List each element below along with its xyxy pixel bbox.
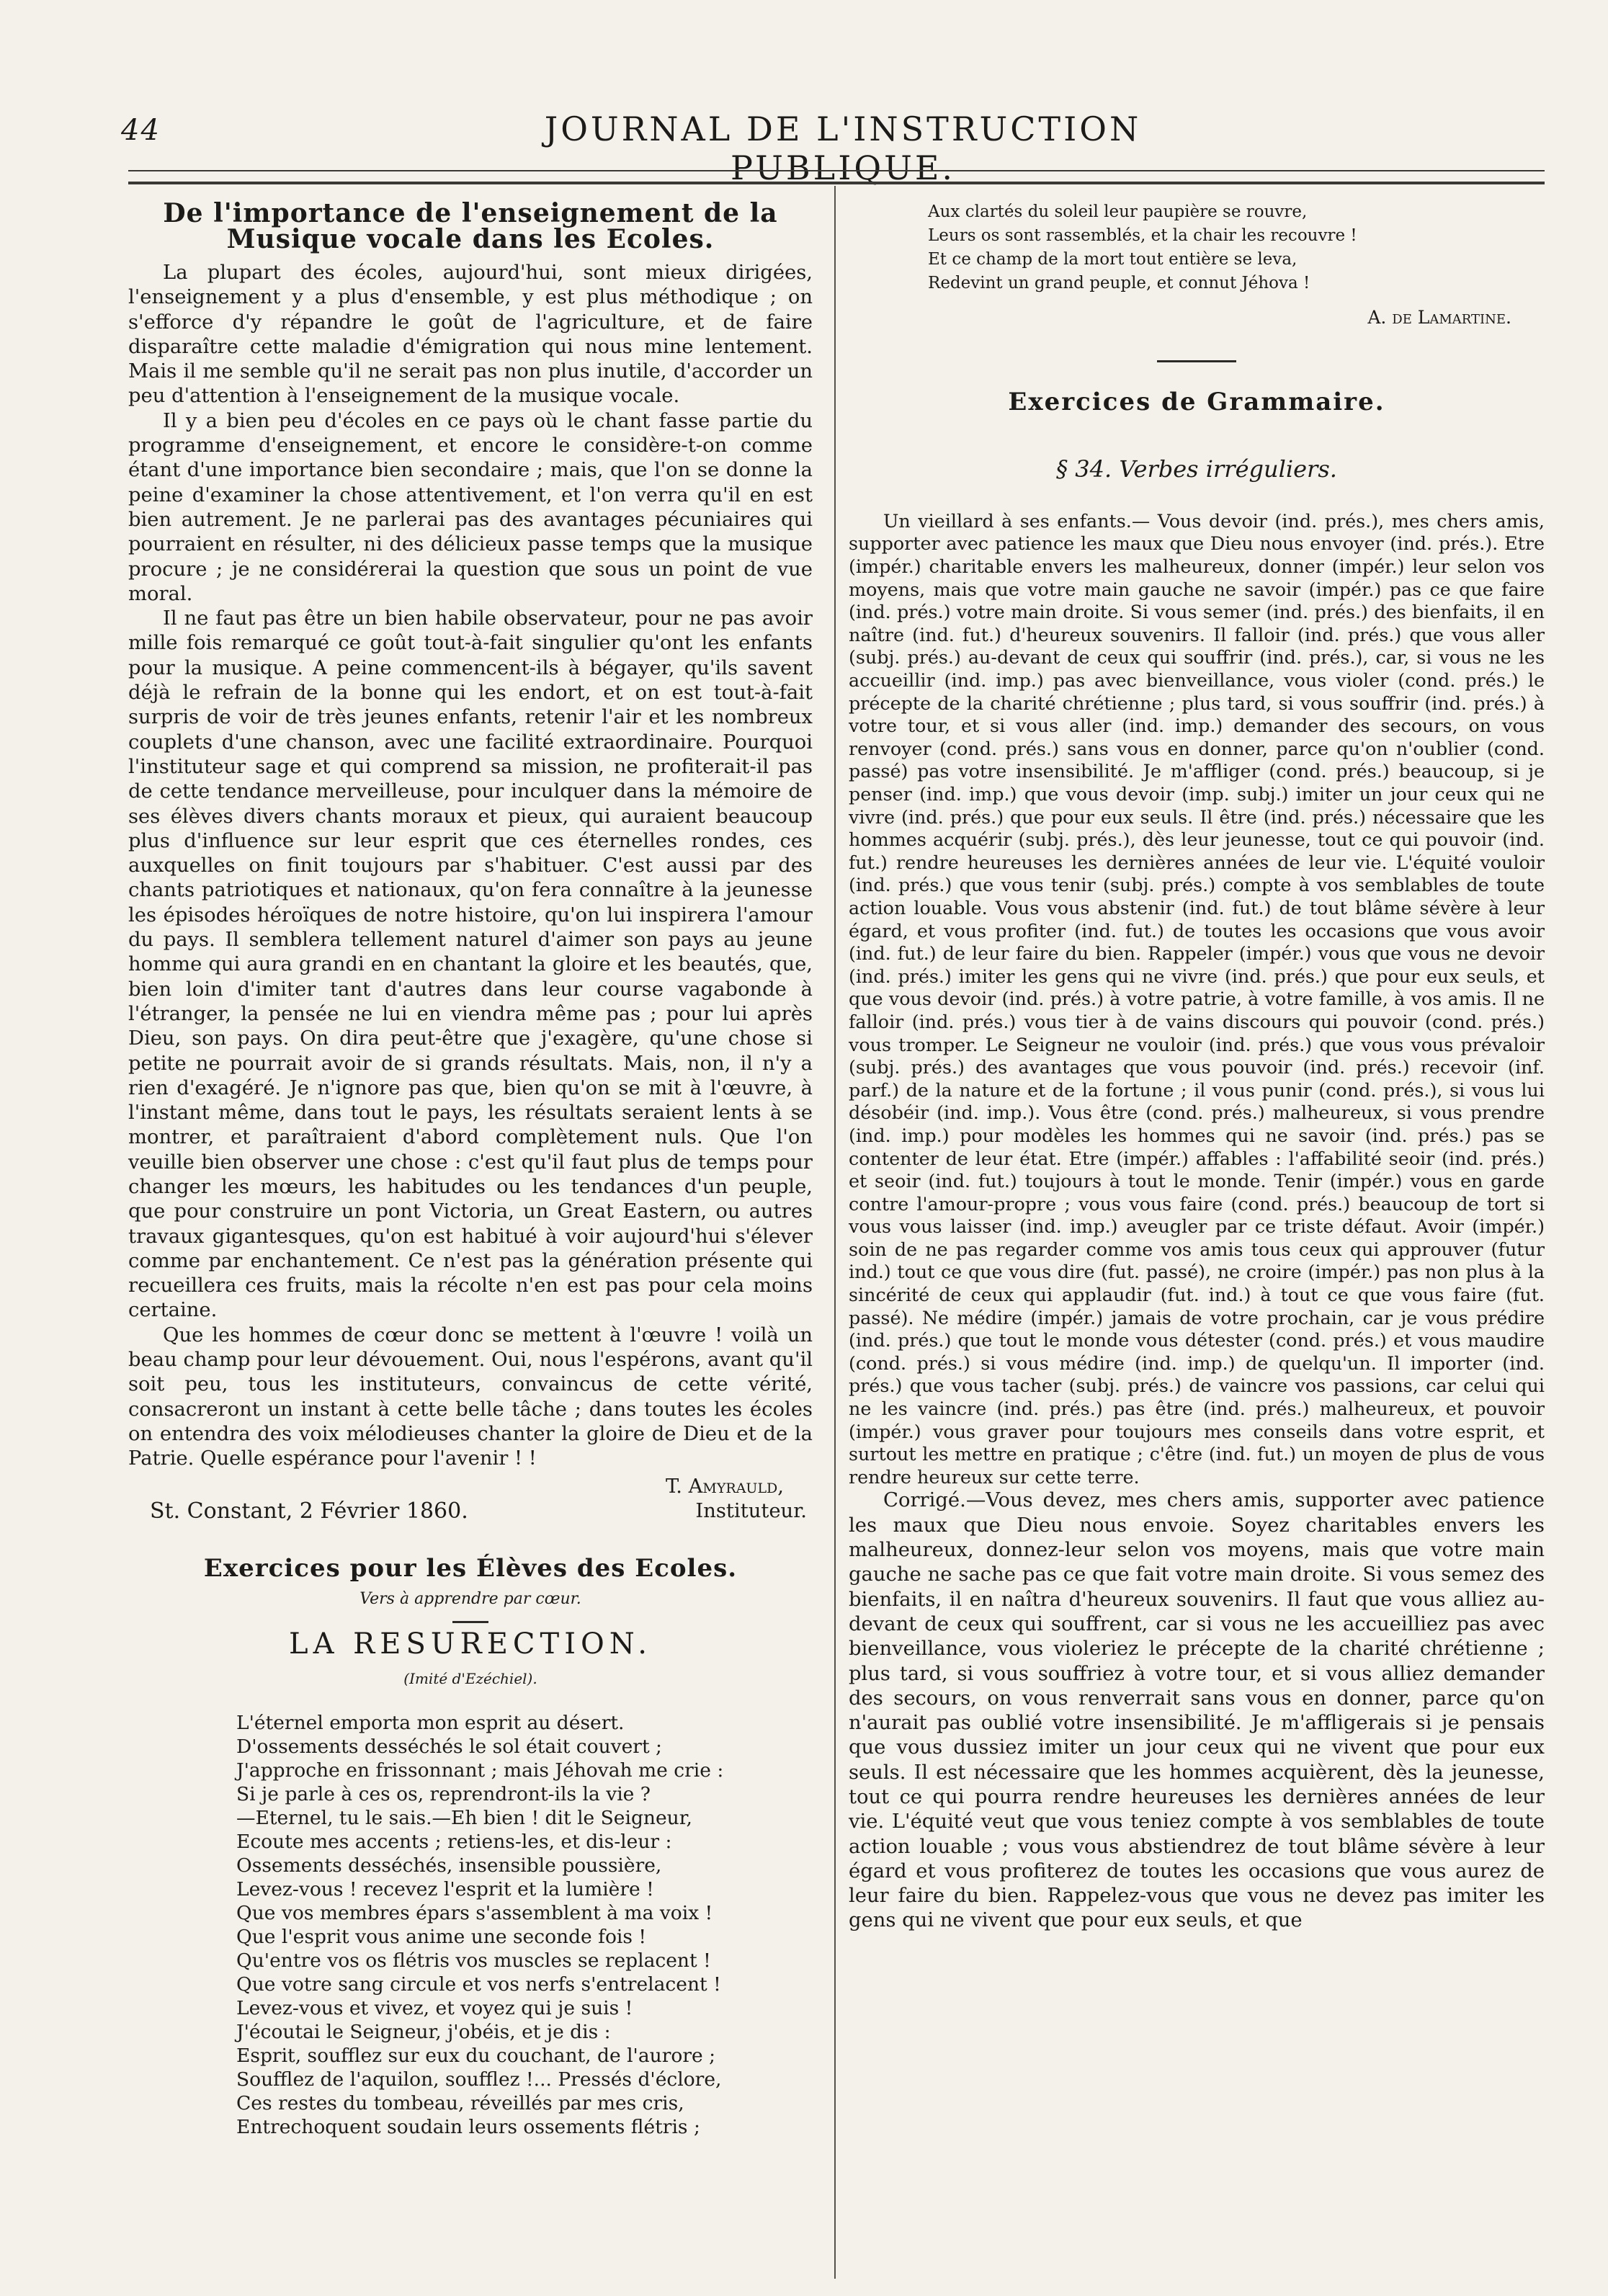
poem-line: Qu'entre vos os flétris vos muscles se replacent ! — [236, 1949, 711, 1973]
poem-line: Aux clartés du soleil leur paupière se rouvre, — [928, 202, 1308, 221]
grammar-exercise: Un vieillard à ses enfants.— Vous devoir (ind. prés.), mes chers amis, supporter avec patience les maux que Dieu nous envoyer (ind. prés.). Etre (impér.) charitable envers les malheureux, donner (impér.) leur selon vos moyens, mais que votre main gauche ne savoir (impér.) pas ce que faire (ind. prés.) votre main droite. Si vous semer (ind. prés.) des bienfaits, il en naître (ind. fut.) d'heureux souvenirs. Il falloir (ind. prés.) que vous aller (subj. prés.) au-devant de ceux qui souffrir (ind. prés.), car, si vous ne les accueillir (ind. imp.) pas avec bienveillance, vous violer (cond. prés.) le précepte de la charité chrétienne ; plus tard, si vous souffrir (ind. prés.) à votre tour, et si vous aller (ind. imp.) demander des secours, on vous renvoyer (cond. prés.) sans vous en donner, parce qu'on n'oublier (cond. passé) pas votre insensibilité. Je m'affliger (cond. prés.) beaucoup, si je penser (ind. imp.) que vous devoir (imp. subj.) imiter un jour ceux qui ne vivre (ind. prés.) que pour eux seuls. Il être (ind. prés.) nécessaire que les hommes acquérir (subj. prés.), dès leur jeunesse, tout ce qui pouvoir (ind. fut.) rendre heureuses les dernières années de leur vie. L'équité vouloir (ind. prés.) que vous tenir (subj. prés.) compte à vos semblables de toute action louable. Vous vous abstenir (ind. fut.) de tout blâme sévère à leur égard, et vous profiter (ind. fut.) de toutes les occasions que vous avoir (ind. fut.) de leur faire du bien. Rappeler (impér.) vous que vous ne devoir (ind. prés.) imiter les gens qui ne vivre (ind. prés.) que pour eux seuls, et que vous devoir (ind. prés.) à votre patrie, à votre famille, à vos amis. Il ne falloir (ind. prés.) vous tier à de vains discours qui pouvoir (cond. prés.) vous tromper. Le Seigneur ne vouloir (ind. prés.) que vous vous prévaloir (subj. prés.) des avantages que vous pouvoir (ind. prés.) recevoir (inf. parf.) de la nature et de la fortune ; il vous punir (cond. prés.), si vous lui désobéir (ind. imp.). Vous être (cond. prés.) malheureux, si vous prendre (ind. imp.) pour modèles les hommes qui ne savoir (ind. prés.) pas se contenter de leur état. Etre (impér.) affables : l'affabilité seoir (ind. prés.) et seoir (ind. fut.) toujours à tout le monde. Tenir (impér.) vous en garde contre l'amour-propre ; vous vous faire (cond. prés.) beaucoup de tort si vous vous laisser (ind. imp.) aveugler par ce triste défaut. Avoir (impér.) soin de ne pas regarder comme vos amis tous ceux qui approuver (futur ind.) tout ce que vous dire (fut. passé), ne croire (impér.) pas non plus à la sincérité de ceux qui applaudir (fut. ind.) à tout ce que vous faire (fut. passé). Ne médire (impér.) jamais de votre prochain, car je vous prédire (ind. prés.) que tout le monde vous détester (cond. prés.) et vous maudire (cond. prés.) si vous médire (ind. imp.) de quelqu'un. Il importer (ind. prés.) que vous tacher (subj. prés.) de vaincre vos passions, car celui qui ne les vaincre (ind. prés.) pas être (ind. prés.) malheureux, et pouvoir (impér.) vous graver pour toujours mes conseils dans votre esprit, et surtout les mettre en pratique ; c'être (ind. fut.) un moyen de plus de vous rendre heureux sur cette terre. — [849, 509, 1545, 1488]
exercises-title: Exercices pour les Élèves des Ecoles. — [203, 1554, 738, 1583]
page-number: 44 — [121, 114, 161, 147]
poem-line: L'éternel emporta mon esprit au désert. — [236, 1712, 625, 1735]
author-signature: T. Amyrauld, — [665, 1475, 784, 1498]
article-paragraph: Il y a bien peu d'écoles en ce pays où le chant fasse partie du programme d'enseignement, et encore le considère-t-on comme étant d'une importance bien secondaire ; mais, que l'on se donne la peine d'examiner la chose attentivement, et l'on verra qu'il en est bien autrement. Je ne parlerai pas des avantages pécuniaires qui pourraient en résulter, ni des délicieux passe temps que la musique procure ; je ne considérerai la question que sous un point de vue moral. — [128, 409, 813, 605]
poem-line: Levez-vous ! recevez l'esprit et la lumière ! — [236, 1878, 654, 1901]
poem-line: Ossements desséchés, insensible poussière, — [236, 1854, 662, 1877]
poem-line: Esprit, soufflez sur eux du couchant, de l'aurore ; — [236, 2045, 716, 2068]
lesson-heading: § 34. Verbes irréguliers. — [1056, 455, 1337, 483]
poem-line: Soufflez de l'aquilon, soufflez !... Pressés d'éclore, — [236, 2068, 722, 2091]
right-column — [849, 200, 1545, 1934]
exercises-subtitle: Vers à apprendre par cœur. — [359, 1590, 581, 1609]
article-paragraph: Il ne faut pas être un bien habile observateur, pour ne pas avoir mille fois remarqué ce goût tout-à-fait singulier qu'ont les enfants pour la musique. A peine commencent-ils à bégayer, qu'ils savent déjà le refrain de la bonne qui les endort, et on est tout-à-fait surpris de voir de très jeunes enfants, retenir l'air et les nombreux couplets d'une chanson, avec une facilité extraordinaire. Pourquoi l'instituteur sage et qui comprend sa mission, ne profiterait-il pas de cette tendance merveilleuse, pour inculquer dans la mémoire de ses élèves divers chants moraux et pieux, qui auraient beaucoup plus d'influence sur leur esprit que ces éternelles rondes, ces auxquelles on finit toujours par s'habituer. C'est aussi par des chants patriotiques et nationaux, qu'on fera connaître à la jeunesse les épisodes héroïques de notre histoire, qu'on lui inspirera l'amour du pays. Il semblera tellement naturel d'aimer son pays au jeune homme qui aura grandi en en chantant la gloire et les beautés, que, bien loin d'imiter tant d'autres dans leur course vagabonde à l'étranger, la pensée ne lui en viendra même pas ; pour lui après Dieu, son pays. On dira peut-être que j'exagère, qu'une chose si petite ne pourrait avoir de si grands résultats. Mais, non, il n'y a rien d'exagéré. Je n'ignore pas que, bien qu'on se mit à l'œuvre, à l'instant même, dans tout le pays, les résultats seraient lents à se montrer, et paraîtraient d'abord complètement nuls. Que l'on veuille bien observer une chose : c'est qu'il faut plus de temps pour changer les mœurs, les habitudes ou les tendances d'un peuple, que pour construire un pont Victoria, un Great Eastern, ou autres travaux gigantesques, qu'on est habitué à voir aujourd'hui s'élever comme par enchantement. Ce n'est pas la génération présente qui recueillera ces fruits, mais la récolte n'en est pas pour cela moins certaine. — [128, 607, 813, 1322]
section-rule — [1157, 360, 1236, 362]
poem-line: Entrechoquent soudain leurs ossements flétris ; — [236, 2116, 700, 2139]
grammar-corrige: Corrigé.—Vous devez, mes chers amis, supporter avec patience les maux que Dieu nous envoie. Soyez charitables envers les malheureux, donnez-leur selon vos moyens, mais que votre main gauche ne sache pas ce que fait votre main droite. Si vous semez des bienfaits, il en naîtra d'heureux souvenirs. Il faut que vous alliez au-devant de ceux qui souffrent, car si vous ne les accueilliez pas avec bienveillance, vous violeriez le précepte de la charité chrétienne ; plus tard, si vous souffriez à votre tour, et si vous alliez demander des secours, on vous renverrait sans vous en donner, parce qu'on n'aurait pas oublié votre insensibilité. Je m'affligerais si je pensais que vous dussiez imiter un jour ceux qui ne vivent que pour eux seuls. Il est nécessaire que les hommes acquièrent, dès la jeunesse, tout ce qui pourra rendre heureuses les dernières années de leur vie. L'équité veut que vous teniez compte à vos semblables de toute action louable ; vous vous abstiendrez de tout blâme sévère à leur égard et vous profiterez de toutes les occasions que vous aurez de leur faire du bien. Rappelez-vous que vous ne devez pas imiter les gens qui ne vivent que pour eux seuls, et que — [849, 1489, 1545, 1932]
poem-line: J'approche en frissonnant ; mais Jéhovah me crie : — [236, 1759, 724, 1782]
article-paragraph: Que les hommes de cœur donc se mettent à l'œuvre ! voilà un beau champ pour leur dévouement. Oui, nous l'espérons, avant qu'il soit peu, tous les instituteurs, convaincus de cette vérité, consacreront un instant à cette belle tâche ; dans toutes les écoles on entendra des voix mélodieuses chanter la gloire de Dieu et de la Patrie. Quelle espérance pour l'avenir ! ! — [128, 1323, 813, 1470]
poem-line: —Eternel, tu le sais.—Eh bien ! dit le Seigneur, — [236, 1807, 692, 1830]
poem-line: Que votre sang circule et vos nerfs s'entrelacent ! — [236, 1973, 721, 1996]
left-column — [128, 200, 813, 2139]
poem-line: Ecoute mes accents ; retiens-les, et dis-leur : — [236, 1831, 672, 1854]
poem-line: Et ce champ de la mort tout entière se leva, — [928, 250, 1297, 269]
poem-line: Levez-vous et vivez, et voyez qui je suis ! — [236, 1997, 633, 2020]
poem-continuation — [849, 200, 1545, 295]
column-divider — [834, 186, 836, 2279]
poem-line: Que l'esprit vous anime une seconde fois ! — [236, 1926, 647, 1949]
grammar-title: Exercices de Grammaire. — [1008, 388, 1385, 417]
author-role: Instituteur. — [695, 1499, 807, 1522]
header-rule-thin — [128, 170, 1545, 171]
poem-line: Leurs os sont rassemblés, et la chair les recouvre ! — [928, 226, 1357, 245]
header-rule-thick — [128, 182, 1545, 184]
poem — [128, 1711, 813, 2139]
poem-line: Redevint un grand peuple, et connut Jéhova ! — [928, 274, 1310, 292]
running-title: JOURNAL DE L'INSTRUCTION PUBLIQUE. — [544, 110, 1142, 187]
article-title: De l'importance de l'enseignement de la Musique vocale dans les Ecoles. — [163, 198, 778, 254]
poem-subtitle: (Imité d'Ezéchiel). — [403, 1670, 537, 1688]
section-rule — [452, 1621, 488, 1623]
poem-line: Si je parle à ces os, reprendront-ils la vie ? — [236, 1783, 651, 1806]
poem-line: D'ossements desséchés le sol était couvert ; — [236, 1736, 662, 1759]
article-paragraph: La plupart des écoles, aujourd'hui, sont mieux dirigées, l'enseignement y a plus d'ensemble, y est plus méthodique ; on s'efforce d'y répandre le goût de l'agriculture, et de faire disparaître cette maladie d'émigration qui nous mine lentement. Mais il me semble qu'il ne serait pas non plus inutile, d'accorder un peu d'attention à l'enseignement de la musique vocale. — [128, 262, 813, 408]
poem-line: J'écoutai le Seigneur, j'obéis, et je dis : — [236, 2021, 611, 2044]
dateline: St. Constant, 2 Février 1860. — [150, 1498, 468, 1524]
poem-title: LA RESURECTION. — [289, 1627, 652, 1661]
poem-line: Ces restes du tombeau, réveillés par mes cris, — [236, 2092, 684, 2115]
poem-line: Que vos membres épars s'assemblent à ma voix ! — [236, 1902, 713, 1925]
poem-author: A. de Lamartine. — [1367, 307, 1511, 328]
